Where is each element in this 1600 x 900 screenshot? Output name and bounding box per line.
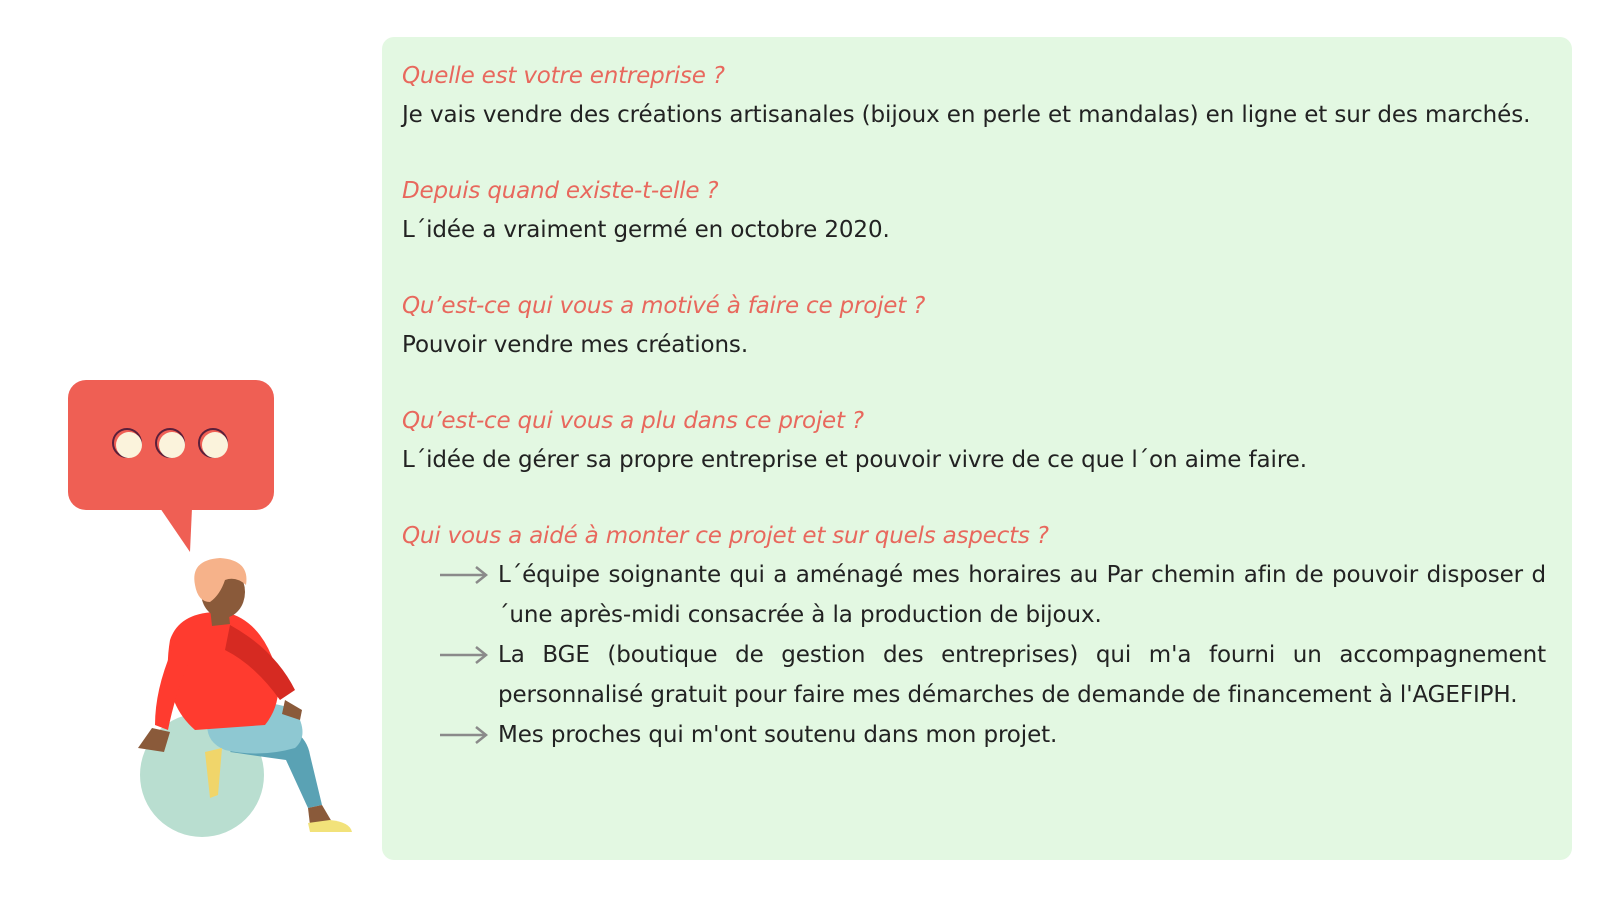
- list-item-text: Mes proches qui m'ont soutenu dans mon projet.: [498, 722, 1058, 748]
- interview-card: [382, 37, 1572, 860]
- question-motivation: Qu’est-ce qui vous a motivé à faire ce projet ?: [402, 293, 926, 319]
- person-with-speech-bubble-icon: [60, 380, 380, 880]
- answer-company: Je vais vendre des créations artisanales (bijoux en perle et mandalas) en ligne et sur des marchés.: [402, 102, 1531, 128]
- question-since-when: Depuis quand existe-t-elle ?: [402, 178, 719, 204]
- arrow-right-icon: [438, 563, 490, 587]
- answer-motivation: Pouvoir vendre mes créations.: [402, 332, 749, 358]
- list-item: [402, 715, 1546, 755]
- list-item: [402, 635, 1546, 715]
- arrow-right-icon: [438, 723, 490, 747]
- arrow-right-icon: [438, 643, 490, 667]
- typing-dots-icon: [113, 429, 228, 458]
- list-item: [402, 555, 1546, 635]
- question-who-helped: Qui vous a aidé à monter ce projet et sur quels aspects ?: [402, 523, 1049, 549]
- question-company: Quelle est votre entreprise ?: [402, 63, 725, 89]
- question-what-you-liked: Qu’est-ce qui vous a plu dans ce projet ?: [402, 408, 864, 434]
- speech-bubble-icon: [68, 380, 274, 552]
- list-item-text: L´équipe soignante qui a aménagé mes horaires au Par chemin afin de pouvoir disposer d´une après-midi consacrée à la production de bijoux.: [498, 562, 1546, 628]
- answer-who-helped-list: [402, 555, 1546, 755]
- answer-what-you-liked: L´idée de gérer sa propre entreprise et pouvoir vivre de ce que l´on aime faire.: [402, 447, 1307, 473]
- person-with-speech-bubble-illustration: [60, 380, 380, 880]
- answer-since-when: L´idée a vraiment germé en octobre 2020.: [402, 217, 890, 243]
- list-item-text: La BGE (boutique de gestion des entreprises) qui m'a fourni un accompagnement personnalisé gratuit pour faire mes démarches de demande de financement à l'AGEFIPH.: [498, 642, 1546, 708]
